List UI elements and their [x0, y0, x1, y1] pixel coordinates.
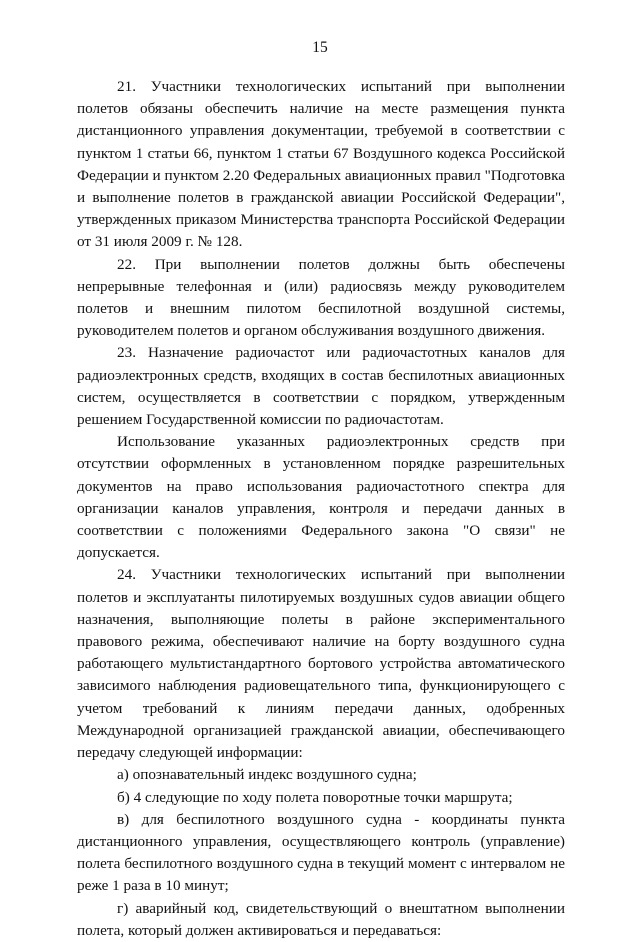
paragraph-23: 23. Назначение радиочастот или радиочастотных каналов для радиоэлектронных средств, входящих в состав беспилотных авиационных систем, осуществляется в соответствии с порядком, утвержденным решением Государственной комиссии по радиочастотам.	[77, 344, 565, 429]
paragraph-24: 24. Участники технологических испытаний при выполнении полетов и эксплуатанты пилотируемых воздушных судов авиации общего назначения, выполняющие полеты в районе экспериментального правового режима, обеспечивают наличие на борту воздушного судна работающего мультистандартного бортового устройства автоматического зависимого наблюдения радиовещательного типа, функционирующего с учетом требований к линиям передачи данных, одобренных Международной организацией гражданской авиации, обеспечивающего передачу следующей информации:	[77, 566, 565, 762]
list-item-a: а) опознавательный индекс воздушного судна;	[117, 766, 417, 784]
body-text	[77, 76, 565, 942]
list-item-v: в) для беспилотного воздушного судна - координаты пункта дистанционного управления, осуществляющего контроль (управление) полета беспилотного воздушного судна в текущий момент с интервалом не реже 1 раза в 10 минут;	[77, 810, 565, 895]
paragraph-22: 22. При выполнении полетов должны быть обеспечены непрерывные телефонная и (или) радиосвязь между руководителем полетов и внешним пилотом беспилотной воздушной системы, руководителем полетов и органом обслуживания воздушного движения.	[77, 255, 565, 340]
page-number: 15	[312, 39, 328, 56]
paragraph-23-continued: Использование указанных радиоэлектронных средств при отсутствии оформленных в установленном порядке разрешительных документов на право использования радиочастотного спектра для организации каналов управления, контроля и передачи данных в соответствии с положениями Федерального закона "О связи" не допускается.	[77, 433, 565, 562]
list-item-b: б) 4 следующие по ходу полета поворотные точки маршрута;	[117, 788, 513, 806]
list-item-g: г) аварийный код, свидетельствующий о внештатном выполнении полета, который должен активироваться и передаваться:	[77, 899, 565, 939]
paragraph-21: 21. Участники технологических испытаний при выполнении полетов обязаны обеспечить наличие на месте размещения пункта дистанционного управления документации, требуемой в соответствии с пунктом 1 статьи 66, пунктом 1 статьи 67 Воздушного кодекса Российской Федерации и пунктом 2.20 Федеральных авиационных правил "Подготовка и выполнение полетов в гражданской авиации Российской Федерации", утвержденных приказом Министерства транспорта Российской Федерации от 31 июля 2009 г. № 128.	[77, 78, 565, 251]
